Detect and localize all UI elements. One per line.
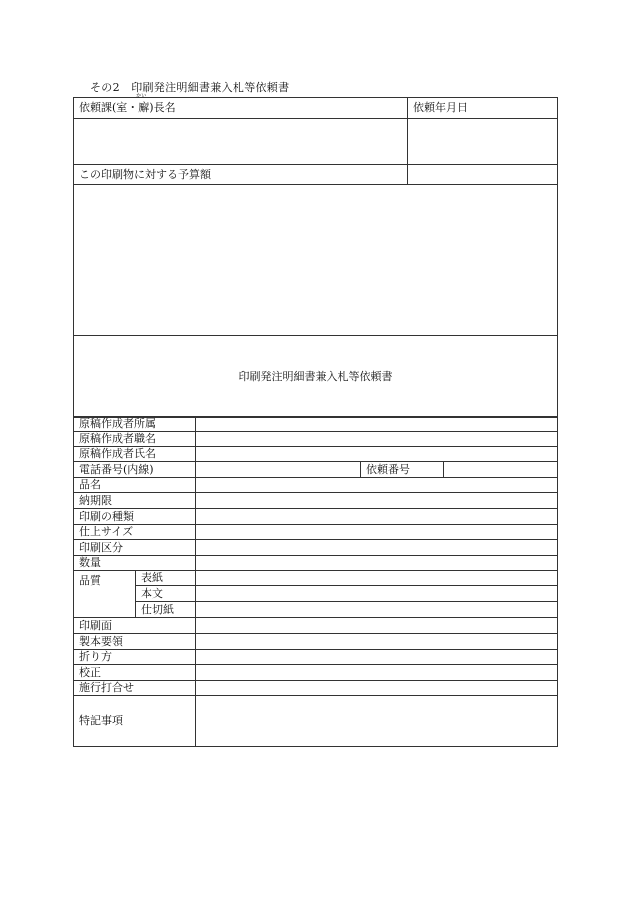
dept-kanji: 廨 [138,101,150,114]
print-side-label: 印刷面 [74,618,196,634]
print-side-field[interactable] [196,618,558,634]
request-date-field[interactable] [408,119,558,165]
folding-field[interactable] [196,650,558,665]
special-notes-field[interactable] [196,696,558,747]
special-notes-label: 特記事項 [74,696,196,747]
dept-head-label-post: )長名 [149,101,176,114]
quality-label: 品質 [74,571,136,618]
quality-body-label: 本文 [136,586,196,602]
print-category-field[interactable] [196,540,558,556]
dept-head-label-cell [74,93,408,119]
furigana: かい [136,93,147,99]
proofreading-field[interactable] [196,665,558,681]
author-position-label: 原稿作成者職名 [74,432,196,447]
request-number-field[interactable] [444,462,558,478]
quality-divider-label: 仕切紙 [136,602,196,618]
dept-head-name-field[interactable] [74,119,408,165]
deadline-label: 納期限 [74,493,196,509]
proofreading-label: 校正 [74,665,196,681]
request-header-table [73,93,558,418]
author-name-label: 原稿作成者氏名 [74,447,196,462]
construction-meeting-label: 施行打合せ [74,681,196,696]
quality-divider-field[interactable] [196,602,558,618]
finished-size-label: 仕上サイズ [74,525,196,540]
author-affiliation-field[interactable] [196,417,558,432]
folding-label: 折り方 [74,650,196,665]
quantity-field[interactable] [196,556,558,571]
binding-label: 製本要領 [74,634,196,650]
request-number-label: 依頼番号 [361,462,444,478]
quality-cover-field[interactable] [196,571,558,586]
quantity-label: 数量 [74,556,196,571]
request-date-label: 依頼年月日 [408,98,558,119]
dept-head-label-pre: 依頼課(室・ [79,101,139,114]
quality-cover-label: 表紙 [136,571,196,586]
author-affiliation-label: 原稿作成者所属 [74,417,196,432]
item-name-label: 品名 [74,478,196,493]
construction-meeting-field[interactable] [196,681,558,696]
print-type-label: 印刷の種類 [74,509,196,525]
order-details-table [73,416,558,747]
quality-body-field[interactable] [196,586,558,602]
author-position-field[interactable] [196,432,558,447]
page-title: その2 印刷発注明細書兼入札等依頼書 [90,81,290,94]
deadline-field[interactable] [196,493,558,509]
print-category-label: 印刷区分 [74,540,196,556]
phone-label: 電話番号(内線) [74,462,196,478]
phone-field[interactable] [196,462,361,478]
author-name-field[interactable] [196,447,558,462]
budget-label-side-cell [408,165,558,185]
finished-size-field[interactable] [196,525,558,540]
budget-label: この印刷物に対する予算額 [74,165,408,185]
item-name-field[interactable] [196,478,558,493]
budget-amount-field[interactable] [74,185,558,336]
binding-field[interactable] [196,634,558,650]
print-type-field[interactable] [196,509,558,525]
dept-kanji-with-furigana [136,93,150,115]
form-heading: 印刷発注明細書兼入札等依頼書 [74,336,558,418]
